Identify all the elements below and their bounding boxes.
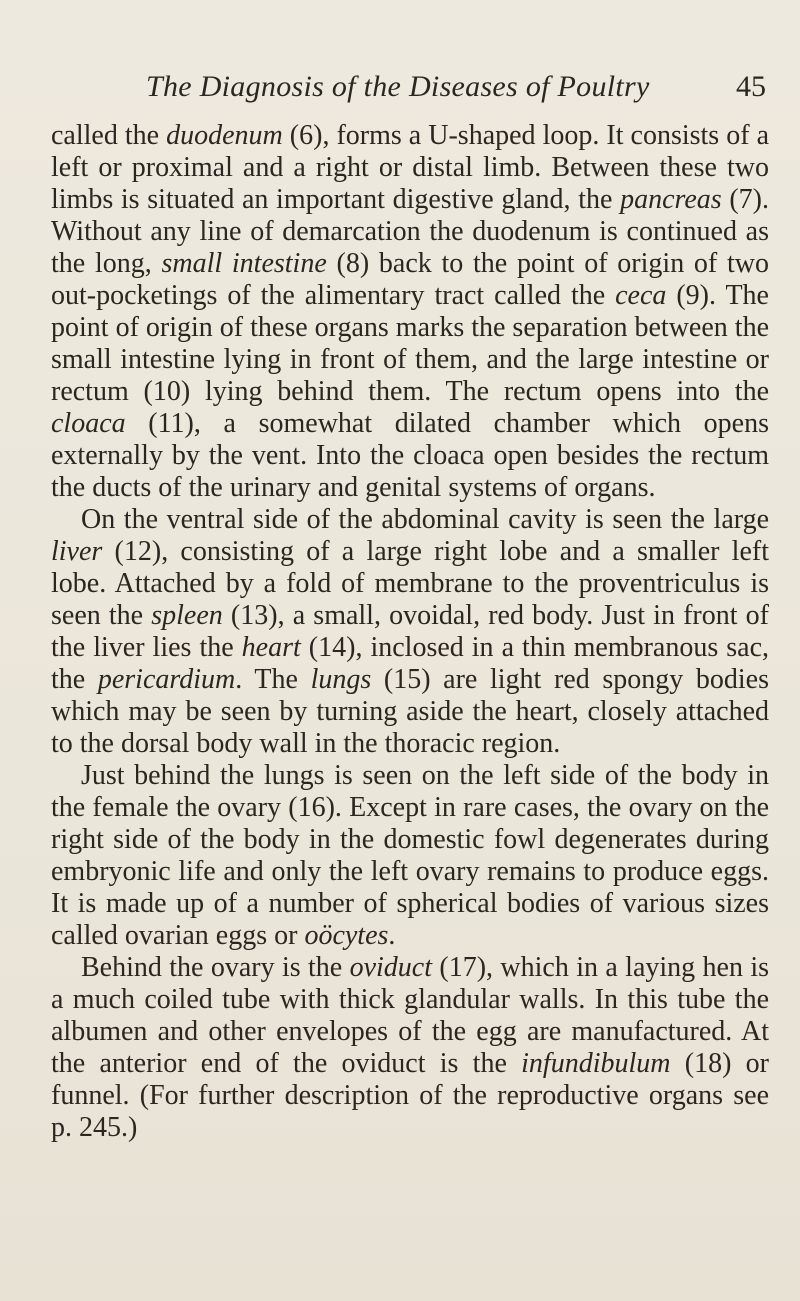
text-run: (6), forms a U-shaped loop. It consists of a left or proximal and a right or distal limb. Between these two limbs is situated an important digestive gland, the — [51, 120, 769, 215]
text-run: (15) are light red spongy bodies which may be seen by turning aside the heart, closely attached to the dorsal body wall in the thoracic region. — [51, 664, 770, 759]
running-title: The Diagnosis of the Diseases of Poultry — [146, 70, 650, 103]
paragraph — [51, 760, 769, 952]
paragraph — [51, 952, 769, 1144]
italic-term: lungs — [310, 664, 372, 695]
text-run: (11), a somewhat dilated chamber which opens externally by the vent. Into the cloaca open besides the rectum the ducts of the urinary and genital systems of organs. — [51, 408, 769, 503]
body-text — [51, 120, 769, 1144]
paragraph — [51, 504, 769, 760]
text-run: (7). Without any line of demarcation the duodenum is continued as the long, — [51, 184, 769, 279]
text-run: . The — [235, 664, 311, 695]
text-run: (9). The point of origin of these organs marks the separation between the small intestine lying in front of them, and the large intestine or rectum (10) lying behind them. The rectum opens into the — [51, 280, 769, 407]
italic-term: pancreas — [620, 184, 722, 215]
italic-term: pericardium — [97, 664, 236, 695]
text-run: called the — [51, 120, 167, 151]
page-number: 45 — [736, 70, 766, 103]
text-run: (8) back to the point of origin of two out-pocketings of the alimentary tract called the — [51, 248, 769, 311]
italic-term: oviduct — [349, 952, 433, 983]
text-run: On the ventral side of the abdominal cavity is seen the large — [81, 504, 769, 535]
text-run: (13), a small, ovoidal, red body. Just in front of the liver lies the — [51, 600, 769, 663]
paragraph — [51, 120, 769, 504]
text-run: (17), which in a laying hen is a much coiled tube with thick glandular walls. In this tube the albumen and other envelopes of the egg are manufactured. At the anterior end of the oviduct is the — [51, 952, 769, 1079]
text-run: (18) or funnel. (For further description of the reproductive organs see p. 245.) — [51, 1048, 769, 1143]
italic-term: oöcytes — [304, 920, 389, 951]
italic-term: cloaca — [51, 408, 126, 439]
text-run: Behind the ovary is the — [81, 952, 350, 983]
italic-term: ceca — [615, 280, 667, 311]
italic-term: duodenum — [166, 120, 283, 151]
italic-term: small intestine — [161, 248, 327, 279]
text-run: (14), inclosed in a thin membranous sac, the — [51, 632, 769, 695]
italic-term: spleen — [151, 600, 223, 631]
text-run: . — [388, 920, 396, 951]
italic-term: liver — [51, 536, 103, 567]
italic-term: heart — [241, 632, 301, 663]
italic-term: infundibulum — [521, 1048, 671, 1079]
text-run: (12), consisting of a large right lobe and a smaller left lobe. Attached by a fold of membrane to the proventriculus is seen the — [51, 536, 769, 631]
text-run: Just behind the lungs is seen on the left side of the body in the female the ovary (16). Except in rare cases, the ovary on the right side of the body in the domestic fowl degenerates during embryonic life and only the left ovary remains to produce eggs. It is made up of a number of spherical bodies of various sizes called ovarian eggs or — [51, 760, 769, 951]
